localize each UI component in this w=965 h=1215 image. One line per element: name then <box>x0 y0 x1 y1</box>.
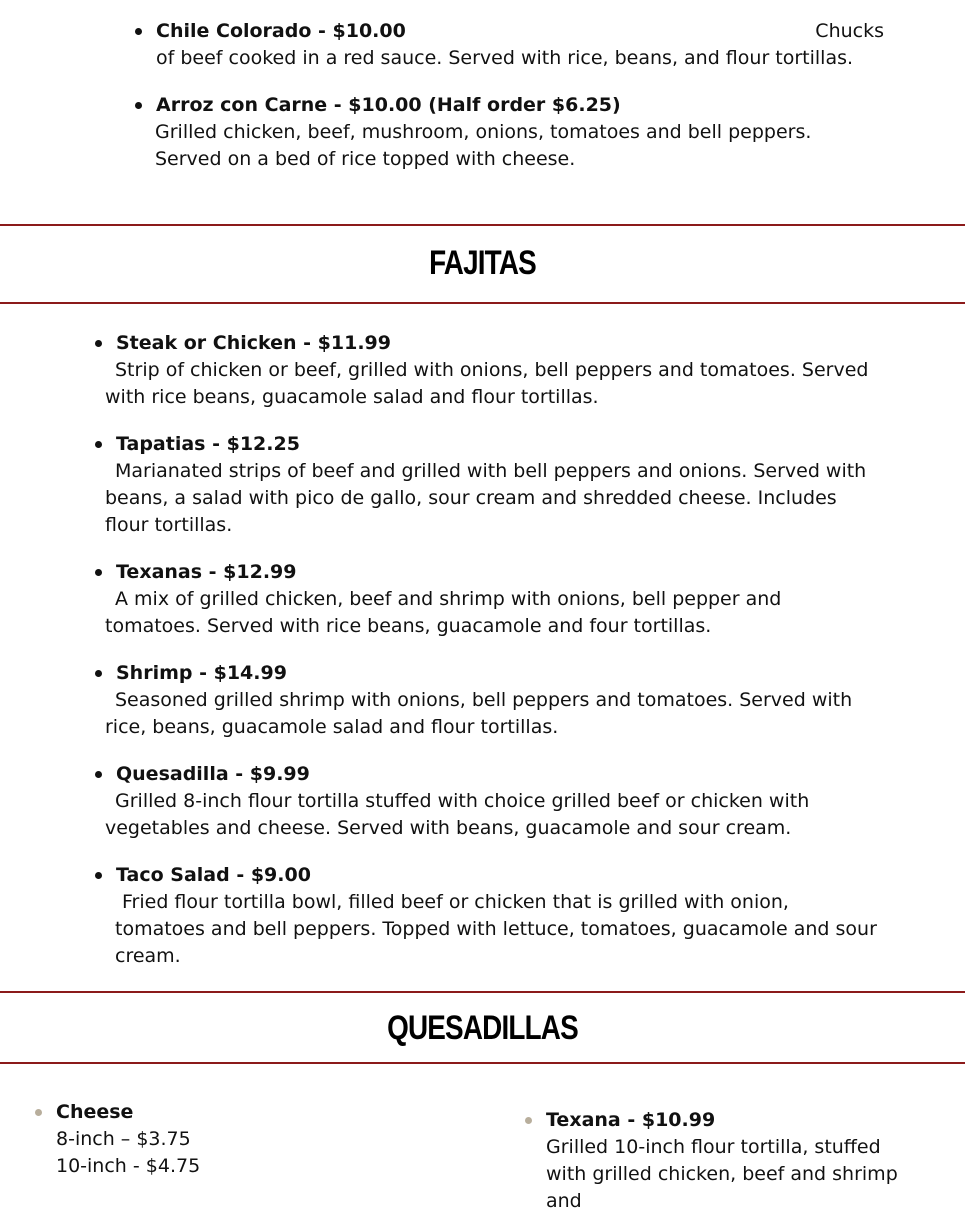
menu-item-fajita <box>105 431 880 539</box>
item-title: Texana - $10.99 <box>546 1109 716 1131</box>
bullet-icon <box>135 102 142 109</box>
menu-item-arroz-con-carne <box>156 92 878 173</box>
section-divider <box>0 1062 965 1064</box>
menu-item-chile-colorado <box>156 18 886 72</box>
bullet-icon <box>95 441 102 448</box>
bullet-icon <box>525 1117 532 1124</box>
bullet-icon <box>95 670 102 677</box>
menu-item-cheese-quesadilla <box>56 1099 456 1180</box>
section-heading-fajitas: FAJITAS <box>429 244 536 282</box>
item-title: Tapatias - $12.25 <box>116 433 300 455</box>
menu-item-fajita <box>105 559 880 640</box>
item-desc: Marianated strips of beef and grilled with bell peppers and onions. Served with beans, a salad with pico de gallo, sour cream and shredded cheese. Includes flour tortillas. <box>105 460 867 536</box>
section-divider <box>0 991 965 993</box>
menu-item-texana-quesadilla <box>546 1107 926 1215</box>
item-title: Steak or Chicken - $11.99 <box>116 332 391 354</box>
bullet-icon <box>95 569 102 576</box>
menu-item-fajita <box>105 761 880 842</box>
item-title: Quesadilla - $9.99 <box>116 763 310 785</box>
item-title: Cheese <box>56 1101 134 1123</box>
item-desc: Grilled 10-inch flour tortilla, stuffed with grilled chicken, beef and shrimp and <box>546 1136 898 1212</box>
item-title: Arroz con Carne - $10.00 (Half order $6.25) <box>156 94 621 116</box>
menu-item-fajita <box>105 660 880 741</box>
item-desc: of beef cooked in a red sauce. Served with rice, beans, and flour tortillas. <box>156 47 854 69</box>
bullet-icon <box>95 771 102 778</box>
item-desc: Fried flour tortilla bowl, filled beef or chicken that is grilled with onion, tomatoes and bell peppers. Topped with lettuce, tomatoes, guacamole and sour cream. <box>115 891 877 967</box>
price-line: 10-inch - $4.75 <box>56 1155 201 1177</box>
bullet-icon <box>95 340 102 347</box>
item-title: Shrimp - $14.99 <box>116 662 287 684</box>
bullet-icon <box>95 872 102 879</box>
section-divider <box>0 302 965 304</box>
bullet-icon <box>35 1109 42 1116</box>
menu-item-fajita <box>105 330 880 411</box>
section-heading-quesadillas: QUESADILLAS <box>387 1009 578 1047</box>
item-title: Taco Salad - $9.00 <box>116 864 311 886</box>
item-title: Chile Colorado - $10.00 <box>156 20 406 42</box>
item-desc: A mix of grilled chicken, beef and shrimp with onions, bell pepper and tomatoes. Served with rice beans, guacamole and four tortillas. <box>105 588 782 637</box>
price-line: 8-inch – $3.75 <box>56 1128 191 1150</box>
item-desc: Grilled chicken, beef, mushroom, onions, tomatoes and bell peppers. Served on a bed of rice topped with cheese. <box>155 121 812 170</box>
item-desc: Grilled 8-inch flour tortilla stuffed with choice grilled beef or chicken with vegetables and cheese. Served with beans, guacamole and sour cream. <box>105 790 810 839</box>
item-title: Texanas - $12.99 <box>116 561 297 583</box>
item-desc: Strip of chicken or beef, grilled with onions, bell peppers and tomatoes. Served with rice beans, guacamole salad and flour tortillas. <box>105 359 869 408</box>
bullet-icon <box>135 28 142 35</box>
item-desc: Seasoned grilled shrimp with onions, bell peppers and tomatoes. Served with rice, beans, guacamole salad and flour tortillas. <box>105 689 853 738</box>
item-desc-inline: Chucks <box>815 20 884 42</box>
section-divider <box>0 224 965 226</box>
menu-item-fajita <box>115 862 880 970</box>
